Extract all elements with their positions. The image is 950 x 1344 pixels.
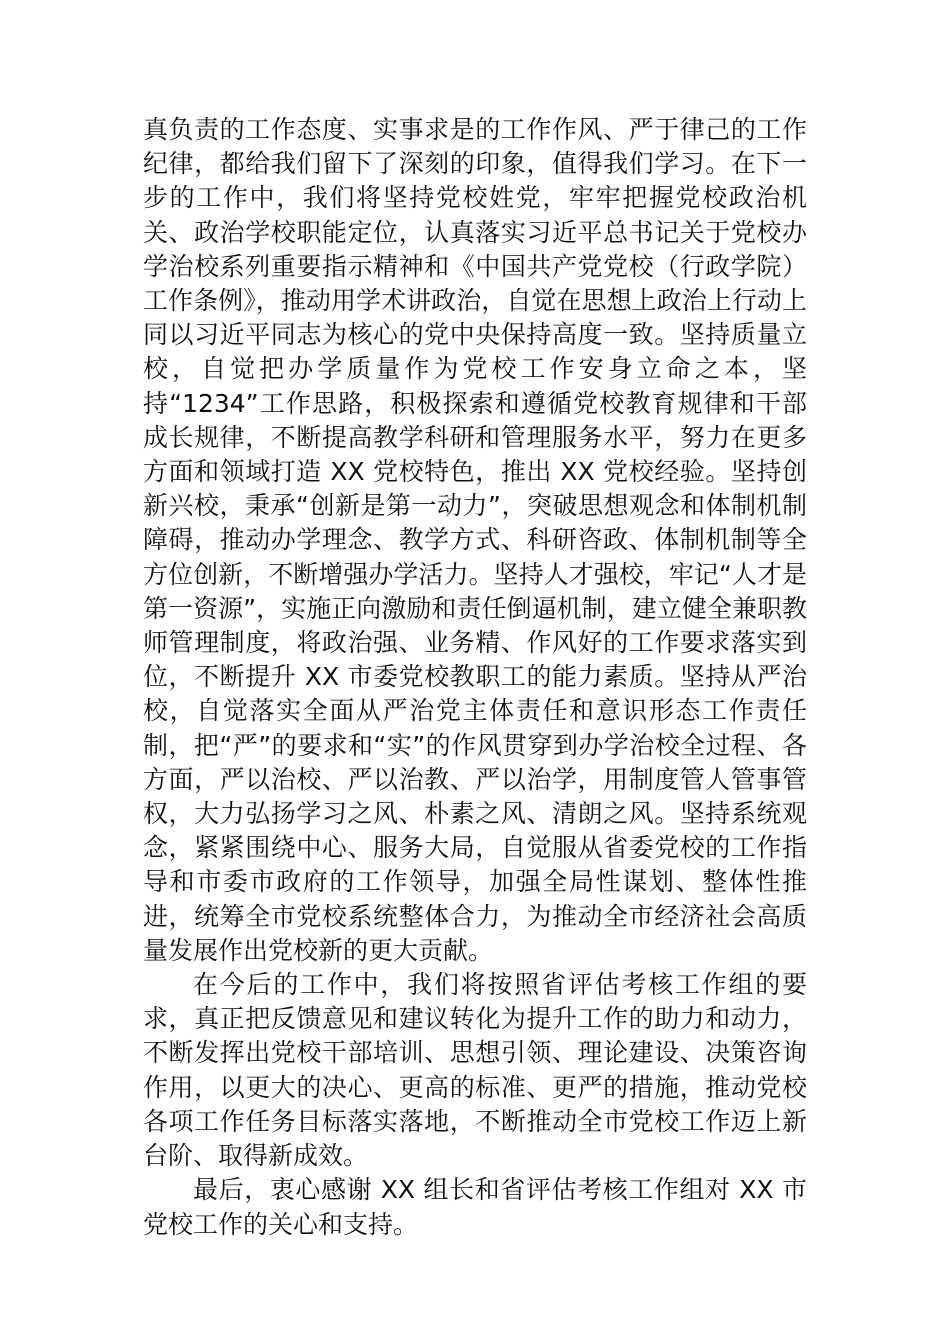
document-body — [143, 113, 807, 1242]
paragraph-continuation: 真负责的工作态度、实事求是的工作作风、严于律己的工作纪律，都给我们留下了深刻的印象，值得我们学习。在下一步的工作中，我们将坚持党校姓党，牢牢把握党校政治机关、政治学校职能定位，认真落实习近平总书记关于党校办学治校系列重要指示精神和《中国共产党党校（行政学院）工作条例》，推动用学术讲政治，自觉在思想上政治上行动上同以习近平同志为核心的党中央保持高度一致。坚持质量立校，自觉把办学质量作为党校工作安身立命之本，坚持“1234”工作思路，积极探索和遵循党校教育规律和干部成长规律，不断提高教学科研和管理服务水平，努力在更多方面和领域打造 XX 党校特色，推出 XX 党校经验。坚持创新兴校，秉承“创新是第一动力”，突破思想观念和体制机制障碍，推动办学理念、教学方式、科研咨政、体制机制等全方位创新，不断增强办学活力。坚持人才强校，牢记“人才是第一资源”，实施正向激励和责任倒逼机制，建立健全兼职教师管理制度，将政治强、业务精、作风好的工作要求落实到位，不断提升 XX 市委党校教职工的能力素质。坚持从严治校，自觉落实全面从严治党主体责任和意识形态工作责任制，把“严”的要求和“实”的作风贯穿到办学治校全过程、各方面，严以治校、严以治教、严以治学，用制度管人管事管权，大力弘扬学习之风、朴素之风、清朗之风。坚持系统观念，紧紧围绕中心、服务大局，自觉服从省委党校的工作指导和市委市政府的工作领导，加强全局性谋划、整体性推进，统筹全市党校系统整体合力，为推动全市经济社会高质量发展作出党校新的更大贡献。 — [143, 115, 807, 965]
paragraph-future-work: 在今后的工作中，我们将按照省评估考核工作组的要求，真正把反馈意见和建议转化为提升工作的助力和动力，不断发挥出党校干部培训、思想引领、理论建设、决策咨询作用，以更大的决心、更高的标准、更严的措施，推动党校各项工作任务目标落实落地，不断推动全市党校工作迈上新台阶、取得新成效。 — [143, 970, 807, 1171]
paragraph-thanks: 最后，衷心感谢 XX 组长和省评估考核工作组对 XX 市党校工作的关心和支持。 — [143, 1175, 807, 1239]
